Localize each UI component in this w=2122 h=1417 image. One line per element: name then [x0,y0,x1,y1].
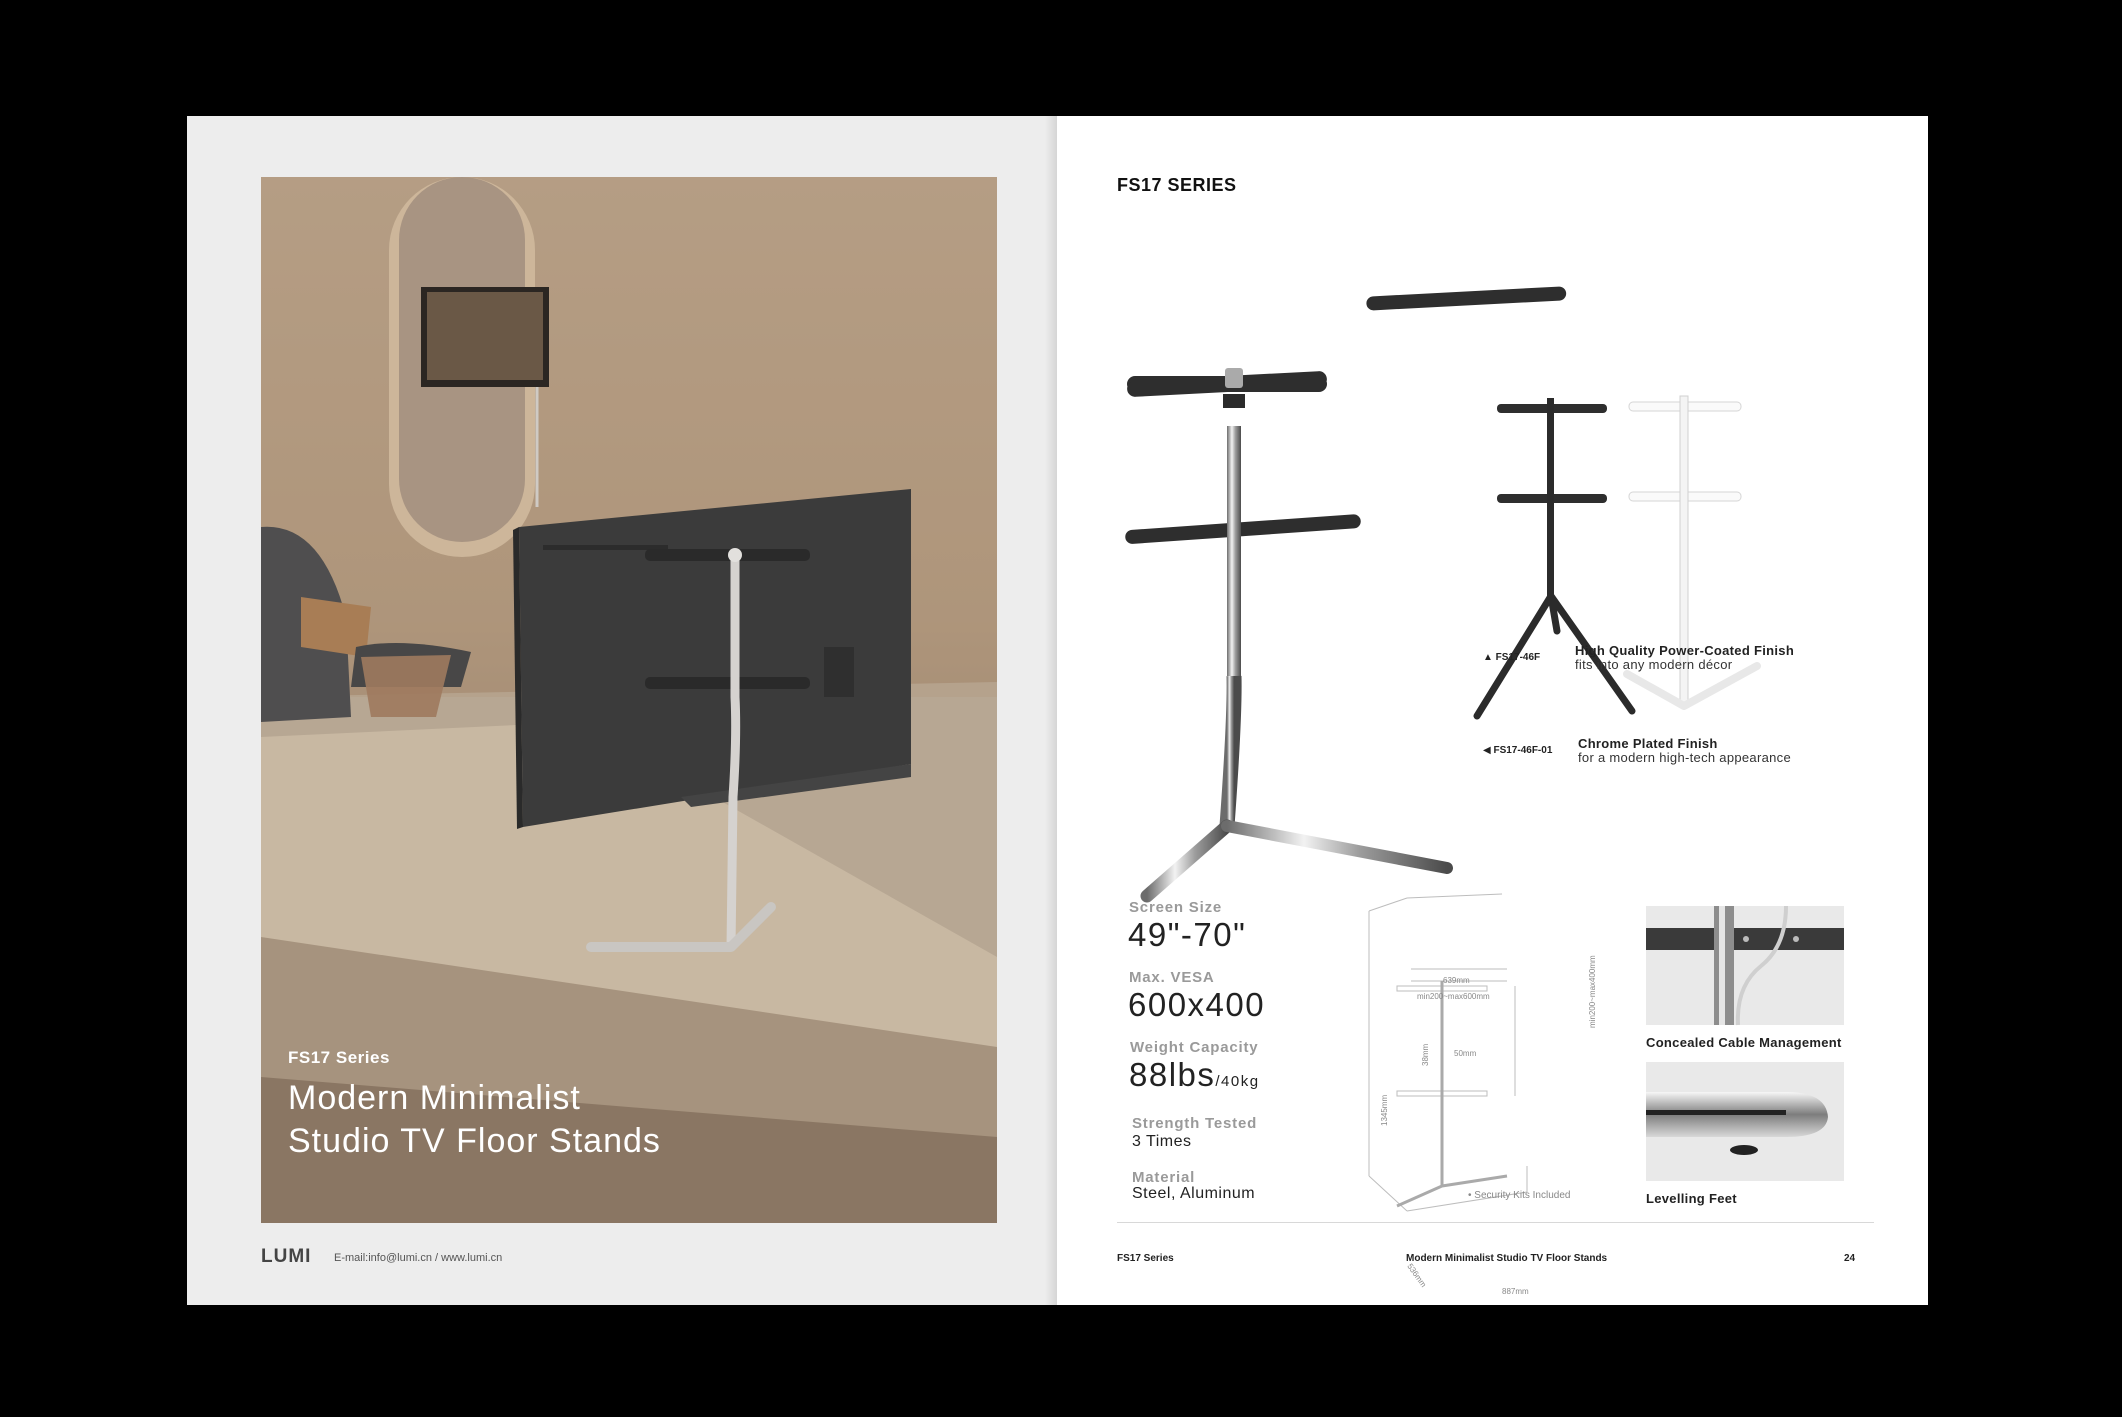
material-label: Material [1132,1169,1196,1186]
weight-kg: /40kg [1215,1073,1260,1090]
screen-size-value: 49"-70" [1128,916,1247,953]
levelling-feet-caption: Levelling Feet [1646,1191,1737,1206]
variant-subtitle-black: fits into any modern décor [1575,657,1733,672]
weight-lbs: 88lbs [1129,1056,1216,1093]
footer-series: FS17 Series [1117,1253,1174,1264]
levelling-feet-image [1646,1062,1844,1181]
screen-size-label: Screen Size [1129,899,1223,916]
variant-title-chrome: Chrome Plated Finish [1578,736,1718,751]
variant-code-chrome: ◀ FS17-46F-01 [1483,745,1553,756]
dim-depth: 536mm [1405,1261,1429,1290]
cable-management-illustration [1646,906,1844,1025]
dim-vesa-h: min200~max600mm [1417,992,1490,1001]
variant-subtitle-chrome: for a modern high-tech appearance [1578,750,1791,765]
footer-rule [1117,1222,1874,1223]
footer-title: Modern Minimalist Studio TV Floor Stands [1406,1253,1608,1264]
page-number: 24 [1844,1253,1856,1264]
photo-series-label: FS17 Series [288,1048,390,1067]
left-page [187,116,1057,1305]
variant-code-black: ▲ FS17-46F [1483,652,1541,663]
variant-title-black: High Quality Power-Coated Finish [1575,643,1795,658]
series-heading: FS17 SERIES [1117,175,1237,195]
dim-base-width: 887mm [1502,1287,1529,1296]
dim-offset: 50mm [1454,1049,1477,1058]
strength-value: 3 Times [1132,1133,1192,1150]
dim-bracket: 38mm [1421,1043,1430,1066]
dim-height: 1345mm [1380,1094,1389,1126]
cable-management-image [1646,906,1844,1025]
weight-value [1129,1056,1260,1094]
material-value: Steel, Aluminum [1132,1185,1256,1202]
weight-label: Weight Capacity [1130,1039,1259,1056]
cable-management-caption: Concealed Cable Management [1646,1035,1842,1050]
contact-info: E-mail:info@lumi.cn / www.lumi.cn [334,1252,503,1264]
brand-logo: LUMI [261,1246,312,1267]
vesa-label: Max. VESA [1129,969,1215,986]
photo-title-line-1: Modern Minimalist [288,1079,581,1117]
dim-vesa-v: min200~max400mm [1588,955,1597,1028]
levelling-feet-illustration [1646,1062,1844,1181]
right-page [1057,116,1928,1305]
strength-label: Strength Tested [1132,1115,1258,1132]
dim-top-width: 639mm [1443,976,1470,985]
photo-title [288,1077,661,1163]
photo-title-line-2: Studio TV Floor Stands [288,1122,661,1160]
lifestyle-photo [261,177,997,1223]
vesa-value: 600x400 [1128,986,1266,1023]
security-kit-note: • Security Kits Included [1468,1190,1571,1201]
